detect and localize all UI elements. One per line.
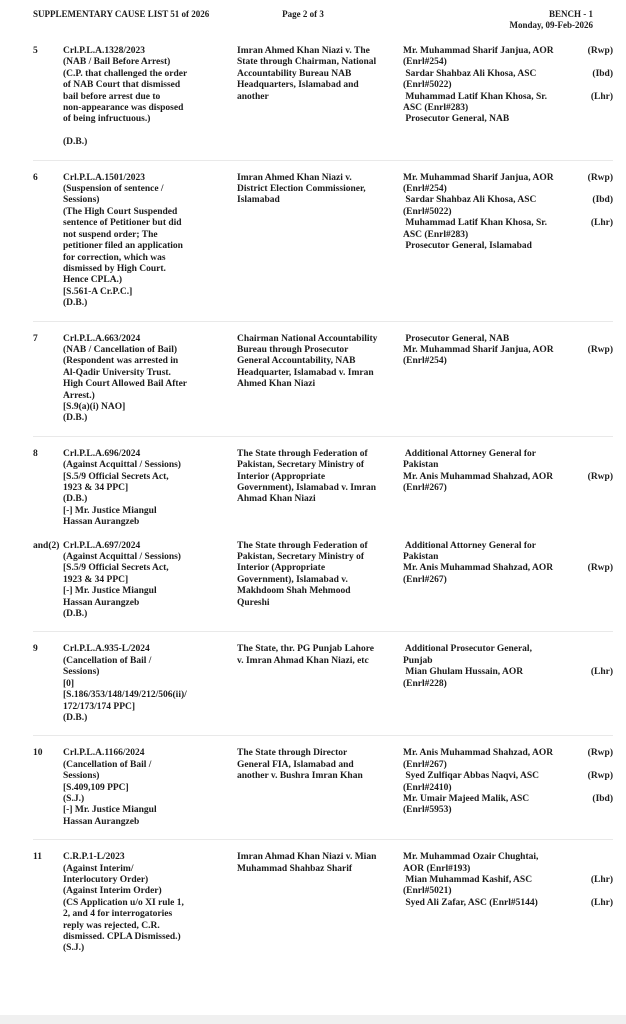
advocate-line — [403, 460, 613, 471]
advocates — [403, 46, 613, 149]
registry-tag: (Lhr) — [590, 874, 613, 885]
case-line: High Court Allowed Bail After — [63, 379, 188, 390]
case-line: (NAB / Cancellation of Bail) — [63, 344, 177, 355]
case-line: Crl.P.L.A.697/2024 — [63, 540, 141, 551]
case-number-and-description — [63, 173, 237, 310]
case-line: (CS Application u/o XI rule 1, — [63, 897, 184, 908]
advocate-line — [403, 57, 613, 68]
party-line: District Election Commissioner, — [237, 184, 366, 195]
party-line: Makhdoom Shah Mehmood — [237, 586, 351, 597]
advocate-name: (Enrl#5022) — [403, 80, 452, 91]
registry-tag: (Lhr) — [590, 91, 613, 102]
case-line: Sessions) — [63, 195, 100, 206]
advocate-line — [403, 80, 613, 91]
case-number-and-description — [63, 449, 237, 529]
case-line: (D.B.) — [63, 494, 88, 505]
case-line: Hassan Aurangzeb — [63, 597, 140, 608]
party-line: Accountability Bureau NAB — [237, 68, 352, 79]
advocate-name: (Enrl#5953) — [403, 805, 452, 816]
advocate-line — [403, 563, 613, 574]
parties — [237, 46, 403, 149]
parties — [237, 852, 403, 955]
registry-tag: (Rwp) — [587, 748, 613, 759]
advocate-line — [403, 852, 613, 863]
parties — [237, 173, 403, 310]
party-line: State through Chairman, National — [237, 57, 377, 68]
case-line: C.R.P.1-L/2023 — [63, 852, 125, 863]
serial-number: 6 — [33, 172, 38, 183]
advocate-name: Additional Attorney General for — [403, 448, 536, 459]
advocate-line — [403, 184, 613, 195]
case-line: not suspend order; The — [63, 229, 158, 240]
party-line: Muhammad Shahbaz Sharif — [237, 863, 353, 874]
parties — [237, 449, 403, 529]
page-edge-strip — [0, 1015, 626, 1024]
case-number-and-description — [63, 334, 237, 425]
advocates — [403, 644, 613, 724]
party-line: Headquarters, Islamabad and — [237, 80, 359, 91]
parties — [237, 334, 403, 425]
case-line: [S.5/9 Official Secrets Act, — [63, 471, 169, 482]
page-number: Page 2 of 3 — [282, 9, 324, 19]
advocate-line — [403, 69, 613, 80]
advocates — [403, 449, 613, 529]
case-number-and-description — [63, 748, 237, 828]
advocate-line — [403, 541, 613, 552]
case-line: [0] — [63, 678, 75, 689]
case-line: (Cancellation of Bail / — [63, 759, 152, 770]
case-number-and-description — [63, 852, 237, 955]
case-row — [33, 632, 613, 736]
case-line: [S.409,109 PPC] — [63, 782, 129, 793]
advocate-line — [403, 345, 613, 356]
advocate-line — [403, 449, 613, 460]
advocate-line — [403, 552, 613, 563]
advocate-name: Additional Attorney General for — [403, 540, 536, 551]
registry-tag: (Lhr) — [590, 897, 613, 908]
party-line: Pakistan, Secretary Ministry of — [237, 552, 364, 563]
advocate-line — [403, 656, 613, 667]
case-line: (S.J.) — [63, 943, 85, 954]
case-line: (Against Interim/ — [63, 863, 134, 874]
case-line: 2, and 4 for interrogatories — [63, 909, 173, 920]
case-line: (C.P. that challenged the order — [63, 68, 188, 79]
case-line: 1923 & 34 PPC] — [63, 483, 129, 493]
advocate-line — [403, 356, 613, 367]
advocate-name: Mr. Muhammad Ozair Chughtai, — [403, 852, 539, 863]
advocate-name: Pakistan — [403, 460, 439, 471]
registry-tag: (Ibd) — [592, 195, 613, 206]
party-line: Government), Islamabad v. Imran — [237, 483, 377, 493]
advocate-line — [403, 748, 613, 759]
case-line: dismissed by High Court. — [63, 263, 166, 274]
case-row — [33, 161, 613, 322]
registry-tag: (Rwp) — [587, 471, 613, 482]
case-line: Crl.P.L.A.1166/2024 — [63, 748, 145, 759]
case-line: (Against Acquittal / Sessions) — [63, 460, 181, 471]
advocate-name: Mr. Anis Muhammad Shahzad, AOR — [403, 471, 554, 482]
advocate-name: Mr. Anis Muhammad Shahzad, AOR — [403, 563, 554, 574]
case-row — [33, 322, 613, 437]
case-line: bail before arrest due to — [63, 91, 161, 102]
registry-tag: (Rwp) — [587, 46, 613, 56]
advocate-name: (Enrl#267) — [403, 574, 447, 585]
registry-tag: (Rwp) — [587, 172, 613, 183]
case-list — [33, 46, 613, 966]
advocate-line — [403, 46, 613, 57]
advocate-line — [403, 195, 613, 206]
serial-number: 5 — [33, 46, 38, 56]
advocate-name: Sardar Shahbaz Ali Khosa, ASC — [403, 195, 537, 206]
case-line: [S.9(a)(i) NAO] — [63, 401, 126, 412]
advocate-line — [403, 92, 613, 103]
advocate-line — [403, 207, 613, 218]
registry-tag: (Rwp) — [587, 344, 613, 355]
party-line: The State through Federation of — [237, 448, 368, 459]
party-line: Imran Ahmed Khan Niazi v. — [237, 172, 352, 183]
case-line: (Against Interim Order) — [63, 886, 162, 897]
registry-tag: (Lhr) — [590, 667, 613, 678]
case-line: for correction, which was — [63, 252, 166, 263]
advocates — [403, 173, 613, 310]
advocate-name: Syed Zulfiqar Abbas Naqvi, ASC — [403, 771, 540, 782]
advocate-line — [403, 794, 613, 805]
registry-tag: (Rwp) — [587, 563, 613, 574]
parties — [237, 748, 403, 828]
case-line: [-] Mr. Justice Miangul — [63, 586, 157, 597]
registry-tag: (Rwp) — [587, 771, 613, 782]
party-line: General FIA, Islamabad and — [237, 759, 354, 770]
serial-number: 9 — [33, 644, 38, 655]
hearing-date: Monday, 09-Feb-2026 — [509, 20, 593, 30]
party-line: The State through Federation of — [237, 540, 368, 551]
serial-number: 8 — [33, 448, 38, 459]
party-line: The State through Director — [237, 748, 348, 759]
advocate-line — [403, 472, 613, 483]
advocate-line — [403, 241, 613, 252]
advocate-name: Sardar Shahbaz Ali Khosa, ASC — [403, 68, 537, 79]
parties — [237, 644, 403, 724]
case-line: reply was rejected, C.R. — [63, 920, 160, 931]
case-line: Hence CPLA.) — [63, 275, 123, 286]
party-line: The State, thr. PG Punjab Lahore — [237, 644, 374, 655]
advocate-line — [403, 771, 613, 782]
case-line: Crl.P.L.A.1501/2023 — [63, 172, 145, 183]
case-line: Sessions) — [63, 667, 100, 678]
advocate-line — [403, 783, 613, 794]
case-line: 172/173/174 PPC] — [63, 701, 136, 712]
advocate-name: (Enrl#5022) — [403, 206, 452, 217]
case-number-and-description — [63, 46, 237, 149]
case-line: (S.J.) — [63, 793, 85, 804]
bench-and-date — [364, 9, 613, 31]
party-line: Bureau through Prosecutor — [237, 344, 349, 355]
case-line: (The High Court Suspended — [63, 206, 178, 217]
case-number-and-description — [63, 644, 237, 724]
advocate-name: Mr. Umair Majeed Malik, ASC — [403, 793, 530, 804]
party-line: Government), Islamabad v. — [237, 574, 348, 585]
registry-tag: (Ibd) — [592, 793, 613, 804]
advocate-name: Prosecutor General, NAB — [403, 114, 510, 125]
advocate-line — [403, 805, 613, 816]
case-line: sentence of Petitioner but did — [63, 218, 182, 229]
case-line: (NAB / Bail Before Arrest) — [63, 57, 171, 68]
advocate-name: Mr. Muhammad Sharif Janjua, AOR — [403, 46, 554, 56]
advocate-line — [403, 760, 613, 771]
advocate-name: Mr. Anis Muhammad Shahzad, AOR — [403, 748, 554, 759]
advocates — [403, 541, 613, 621]
advocate-line — [403, 886, 613, 897]
advocate-line — [403, 679, 613, 690]
advocate-name: Punjab — [403, 655, 433, 666]
party-line: Islamabad — [237, 195, 280, 206]
advocate-name: ASC (Enrl#283) — [403, 229, 469, 240]
case-row — [33, 840, 613, 966]
case-line: 1923 & 34 PPC] — [63, 574, 129, 585]
case-line: (Suspension of sentence / — [63, 184, 164, 195]
case-row — [33, 736, 613, 840]
parties — [237, 541, 403, 621]
case-row — [33, 46, 613, 161]
advocate-name: Mr. Muhammad Sharif Janjua, AOR — [403, 172, 554, 183]
advocate-line — [403, 575, 613, 586]
serial-number: 10 — [33, 748, 43, 759]
advocate-name: (Enrl#2410) — [403, 782, 452, 793]
case-line: Al-Qadir University Trust. — [63, 367, 171, 378]
party-line: Interior (Appropriate — [237, 563, 326, 574]
advocate-line — [403, 483, 613, 494]
advocate-name: ASC (Enrl#283) — [403, 103, 469, 114]
serial-number: 7 — [33, 333, 38, 344]
case-line: of NAB Court that dismissed — [63, 80, 181, 91]
party-line: Ahmad Khan Niazi — [237, 494, 316, 505]
advocate-name: (Enrl#267) — [403, 483, 447, 493]
advocate-name: Pakistan — [403, 552, 439, 563]
case-line: (Cancellation of Bail / — [63, 655, 152, 666]
advocate-line — [403, 218, 613, 229]
case-line — [63, 126, 237, 137]
advocate-name: (Enrl#254) — [403, 57, 447, 68]
case-line: Crl.P.L.A.696/2024 — [63, 448, 141, 459]
case-line: petitioner filed an application — [63, 241, 183, 252]
advocate-name: Mian Ghulam Hussain, AOR — [403, 667, 524, 678]
case-line: [S.5/9 Official Secrets Act, — [63, 563, 169, 574]
case-line: (D.B.) — [63, 298, 88, 309]
party-line: Ahmed Khan Niazi — [237, 379, 316, 390]
advocate-line — [403, 864, 613, 875]
advocate-name: (Enrl#5021) — [403, 886, 452, 897]
case-line: (Respondent was arrested in — [63, 356, 179, 367]
party-line: another — [237, 91, 269, 102]
party-line: Headquarter, Islamabad v. Imran — [237, 367, 374, 378]
serial-number: and(2) — [33, 540, 60, 551]
advocate-name: Syed Ali Zafar, ASC (Enrl#5144) — [403, 897, 538, 908]
bench-label: BENCH - 1 — [548, 9, 593, 19]
advocate-name: Mr. Muhammad Sharif Janjua, AOR — [403, 344, 554, 355]
advocate-line — [403, 103, 613, 114]
registry-tag: (Ibd) — [592, 68, 613, 79]
case-line: (D.B.) — [63, 137, 88, 148]
party-line: Pakistan, Secretary Ministry of — [237, 460, 364, 471]
party-line: Imran Ahmad Khan Niazi v. Mian — [237, 852, 377, 863]
advocate-name: (Enrl#228) — [403, 678, 447, 689]
advocates — [403, 748, 613, 828]
advocate-name: Mian Muhammad Kashif, ASC — [403, 874, 533, 885]
advocate-name: Muhammad Latif Khan Khosa, Sr. — [403, 218, 548, 229]
case-line: [S.561-A Cr.P.C.] — [63, 286, 133, 297]
advocate-line — [403, 875, 613, 886]
party-line: Interior (Appropriate — [237, 471, 326, 482]
advocate-name: (Enrl#254) — [403, 184, 447, 195]
case-line: [-] Mr. Justice Miangul — [63, 805, 157, 816]
case-line: Crl.P.L.A.1328/2023 — [63, 46, 145, 56]
advocate-name: Prosecutor General, Islamabad — [403, 241, 532, 252]
advocate-name: Additional Prosecutor General, — [403, 644, 532, 655]
party-line: General Accountability, NAB — [237, 356, 356, 367]
case-number-and-description — [63, 541, 237, 621]
advocate-name: Prosecutor General, NAB — [403, 333, 510, 344]
case-line: Hassan Aurangzeb — [63, 816, 140, 827]
advocate-name: (Enrl#267) — [403, 759, 447, 770]
cause-list-title: SUPPLEMENTARY CAUSE LIST 51 of 2026 — [33, 9, 210, 19]
advocate-line — [403, 334, 613, 345]
case-line: [-] Mr. Justice Miangul — [63, 505, 157, 516]
party-line: v. Imran Ahmad Khan Niazi, etc — [237, 655, 369, 666]
advocate-line — [403, 230, 613, 241]
advocate-line — [403, 114, 613, 125]
case-line: non-appearance was disposed — [63, 103, 184, 114]
case-line: Interlocutory Order) — [63, 874, 149, 885]
case-line: Sessions) — [63, 771, 100, 782]
advocates — [403, 852, 613, 955]
party-line: Chairman National Accountability — [237, 333, 378, 344]
advocate-line — [403, 667, 613, 678]
page-header — [33, 9, 613, 31]
case-row — [33, 437, 613, 529]
case-line: (D.B.) — [63, 413, 88, 424]
serial-number: 11 — [33, 852, 42, 863]
advocate-line — [403, 644, 613, 655]
registry-tag: (Lhr) — [590, 218, 613, 229]
party-line: Qureshi — [237, 597, 270, 608]
case-line: Arrest.) — [63, 390, 95, 401]
case-line: Hassan Aurangzeb — [63, 517, 140, 528]
party-line: Imran Ahmed Khan Niazi v. The — [237, 46, 370, 56]
advocates — [403, 334, 613, 425]
advocate-name: (Enrl#254) — [403, 356, 447, 367]
case-line: [S.186/353/148/149/212/506(ii)/ — [63, 690, 187, 701]
advocate-line — [403, 173, 613, 184]
advocate-line — [403, 898, 613, 909]
case-line: (D.B.) — [63, 712, 88, 723]
case-line: Crl.P.L.A.663/2024 — [63, 333, 141, 344]
case-line: of being infructuous.) — [63, 114, 151, 125]
case-line: (D.B.) — [63, 609, 88, 620]
party-line: another v. Bushra Imran Khan — [237, 771, 363, 782]
case-line: dismissed. CPLA Dismissed.) — [63, 932, 181, 942]
case-line: Crl.P.L.A.935-L/2024 — [63, 644, 150, 655]
advocate-name: Muhammad Latif Khan Khosa, Sr. — [403, 91, 548, 102]
case-line: (Against Acquittal / Sessions) — [63, 552, 181, 563]
case-row — [33, 529, 613, 633]
advocate-name: AOR (Enrl#193) — [403, 863, 471, 874]
